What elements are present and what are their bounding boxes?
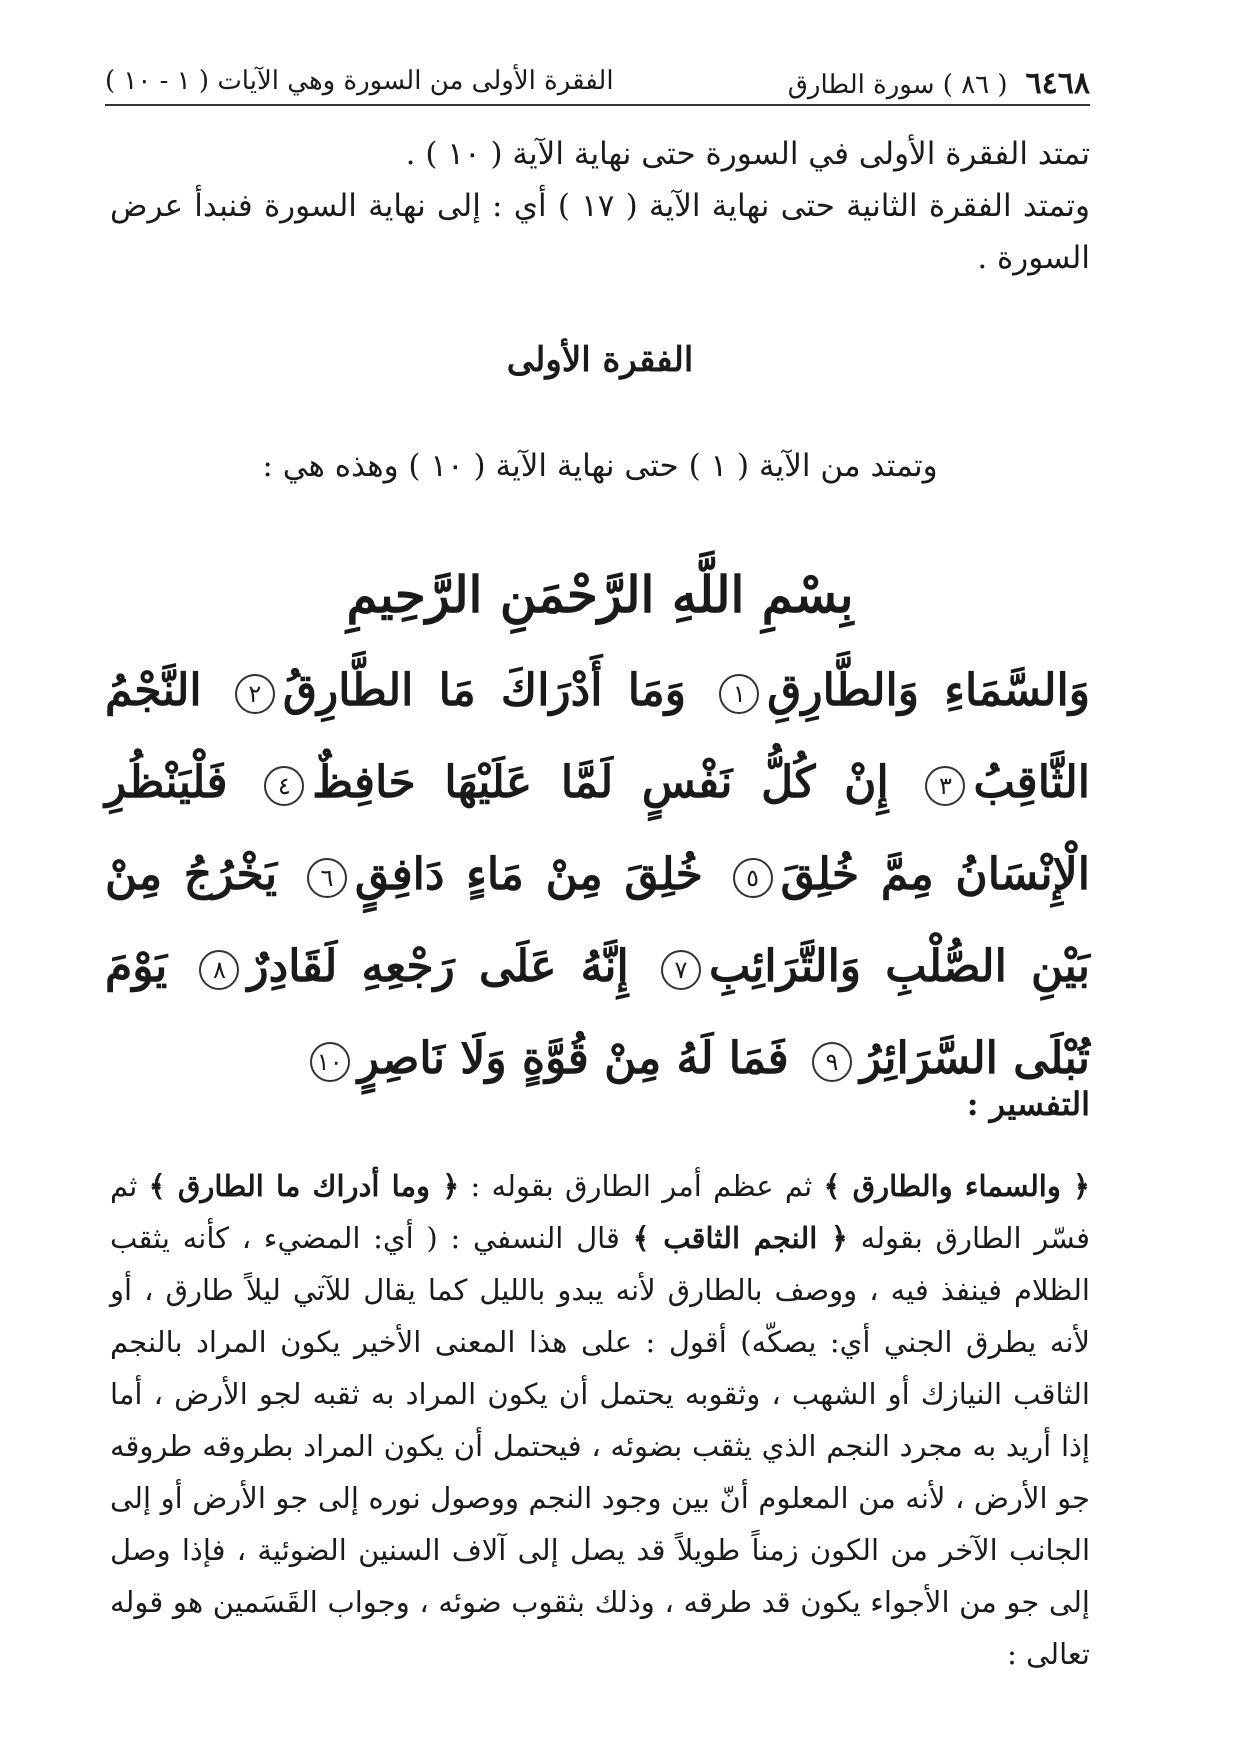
verse: فَلْيَنْظُرِ الْإِنْسَانُ مِمَّ خُلِقَ٥ [105, 757, 1090, 900]
page-header [105, 60, 1090, 106]
verse: النَّجْمُ الثَّاقِبُ٣ [105, 665, 1091, 808]
verse: إِنْ كُلُّ نَفْسٍ لَمَّا عَلَيْهَا حَافِظٌ٤ [256, 757, 888, 808]
ayah-number-marker: ٣ [925, 766, 965, 806]
ayah-number-marker: ٤ [264, 766, 304, 806]
verse: وَالسَّمَاءِ وَالطَّارِقِ١ [711, 665, 1090, 716]
tafsir-text-2: ثم فسّر الطارق بقوله [110, 1169, 1090, 1255]
verse: وَمَا أَدْرَاكَ مَا الطَّارِقُ٢ [227, 665, 686, 716]
ayah-number-marker: ١٠ [310, 1042, 350, 1082]
intro-paragraph [110, 128, 1090, 284]
ayah-number-marker: ٢ [235, 674, 275, 714]
tafsir-text-1: ثم عظم أمر الطارق بقوله : [459, 1169, 824, 1203]
verse: خُلِقَ مِنْ مَاءٍ دَافِقٍ٦ [299, 849, 703, 900]
basmala: بِسْمِ اللَّهِ الرَّحْمَنِ الرَّحِيمِ [346, 565, 854, 624]
verse: يَخْرُجُ مِنْ بَيْنِ الصُّلْبِ وَالتَّرَائِبِ٧ [105, 849, 1091, 992]
tafsir-paragraph [110, 1160, 1090, 1680]
quote-verse-1: ﴿ والسماء والطارق ﴾ [823, 1169, 1091, 1203]
ayah-number-marker: ٩ [812, 1042, 852, 1082]
verse: فَمَا لَهُ مِنْ قُوَّةٍ وَلَا نَاصِرٍ١٠ [302, 1033, 789, 1084]
quote-verse-3: ﴿ النجم الثاقب ﴾ [632, 1221, 848, 1255]
verse: يَوْمَ تُبْلَى السَّرَائِرُ٩ [105, 941, 1090, 1084]
tafsir-heading: التفسير : [966, 1085, 1090, 1123]
quote-verse-2: ﴿ وما أدراك ما الطارق ﴾ [148, 1169, 460, 1203]
intro-line-1: تمتد الفقرة الأولى في السورة حتى نهاية الآية ( ١٠ ) . [405, 136, 1090, 172]
ayah-number-marker: ١ [719, 674, 759, 714]
verse: إِنَّهُ عَلَى رَجْعِهِ لَقَادِرٌ٨ [191, 941, 628, 992]
intro-line-2: وتمتد الفقرة الثانية حتى نهاية الآية ( ١٧ ) أي : إلى نهاية السورة فنبدأ عرض السورة . [110, 188, 1090, 276]
section-heading: الفقرة الأولى [506, 340, 694, 380]
ayah-number-marker: ٧ [661, 950, 701, 990]
header-right [788, 66, 1090, 101]
tafsir-text-3: قال النسفي : ( أي: المضيء ، كأنه يثقب الظلام فينفذ فيه ، ووصف بالطارق لأنه يبدو بالليل كما يقال للآتي ليلاً طارق ، أو لأنه يطرق الجني أي: يصكّه) أقول : على هذا المعنى الأخير يكون المراد بالنجم الثاقب النيازك أو الشهب ، وثقوبه يحتمل أن يكون المراد به ثقبه لجو الأرض ، أما إذا أريد به مجرد النجم الذي يثقب بضوئه ، فيحتمل أن يكون المراد بطروقه طروقه جو الأرض ، لأنه من المعلوم أنّ بين وجود النجم ووصول نوره إلى جو الأرض أو إلى الجانب الآخر من الكون زمناً طويلاً قد يصل إلى آلاف السنين الضوئية ، فإذا وصل إلى جو من الأجواء يكون قد طرقه ، وذلك بثقوب ضوئه ، وجواب القَسَمين هو قوله تعالى : [110, 1221, 1090, 1671]
surah-title: ( ٨٦ ) سورة الطارق [787, 70, 1008, 100]
section-title: الفقرة الأولى من السورة وهي الآيات ( ١ - ١٠ ) [105, 66, 614, 96]
ayah-number-marker: ٦ [307, 858, 347, 898]
section-subheading: وتمتد من الآية ( ١ ) حتى نهاية الآية ( ١٠ ) وهذه هي : [262, 448, 938, 484]
quran-verses [105, 645, 1090, 1105]
page-number: ٦٤٦٨ [1025, 66, 1090, 101]
ayah-number-marker: ٥ [733, 858, 773, 898]
ayah-number-marker: ٨ [199, 950, 239, 990]
